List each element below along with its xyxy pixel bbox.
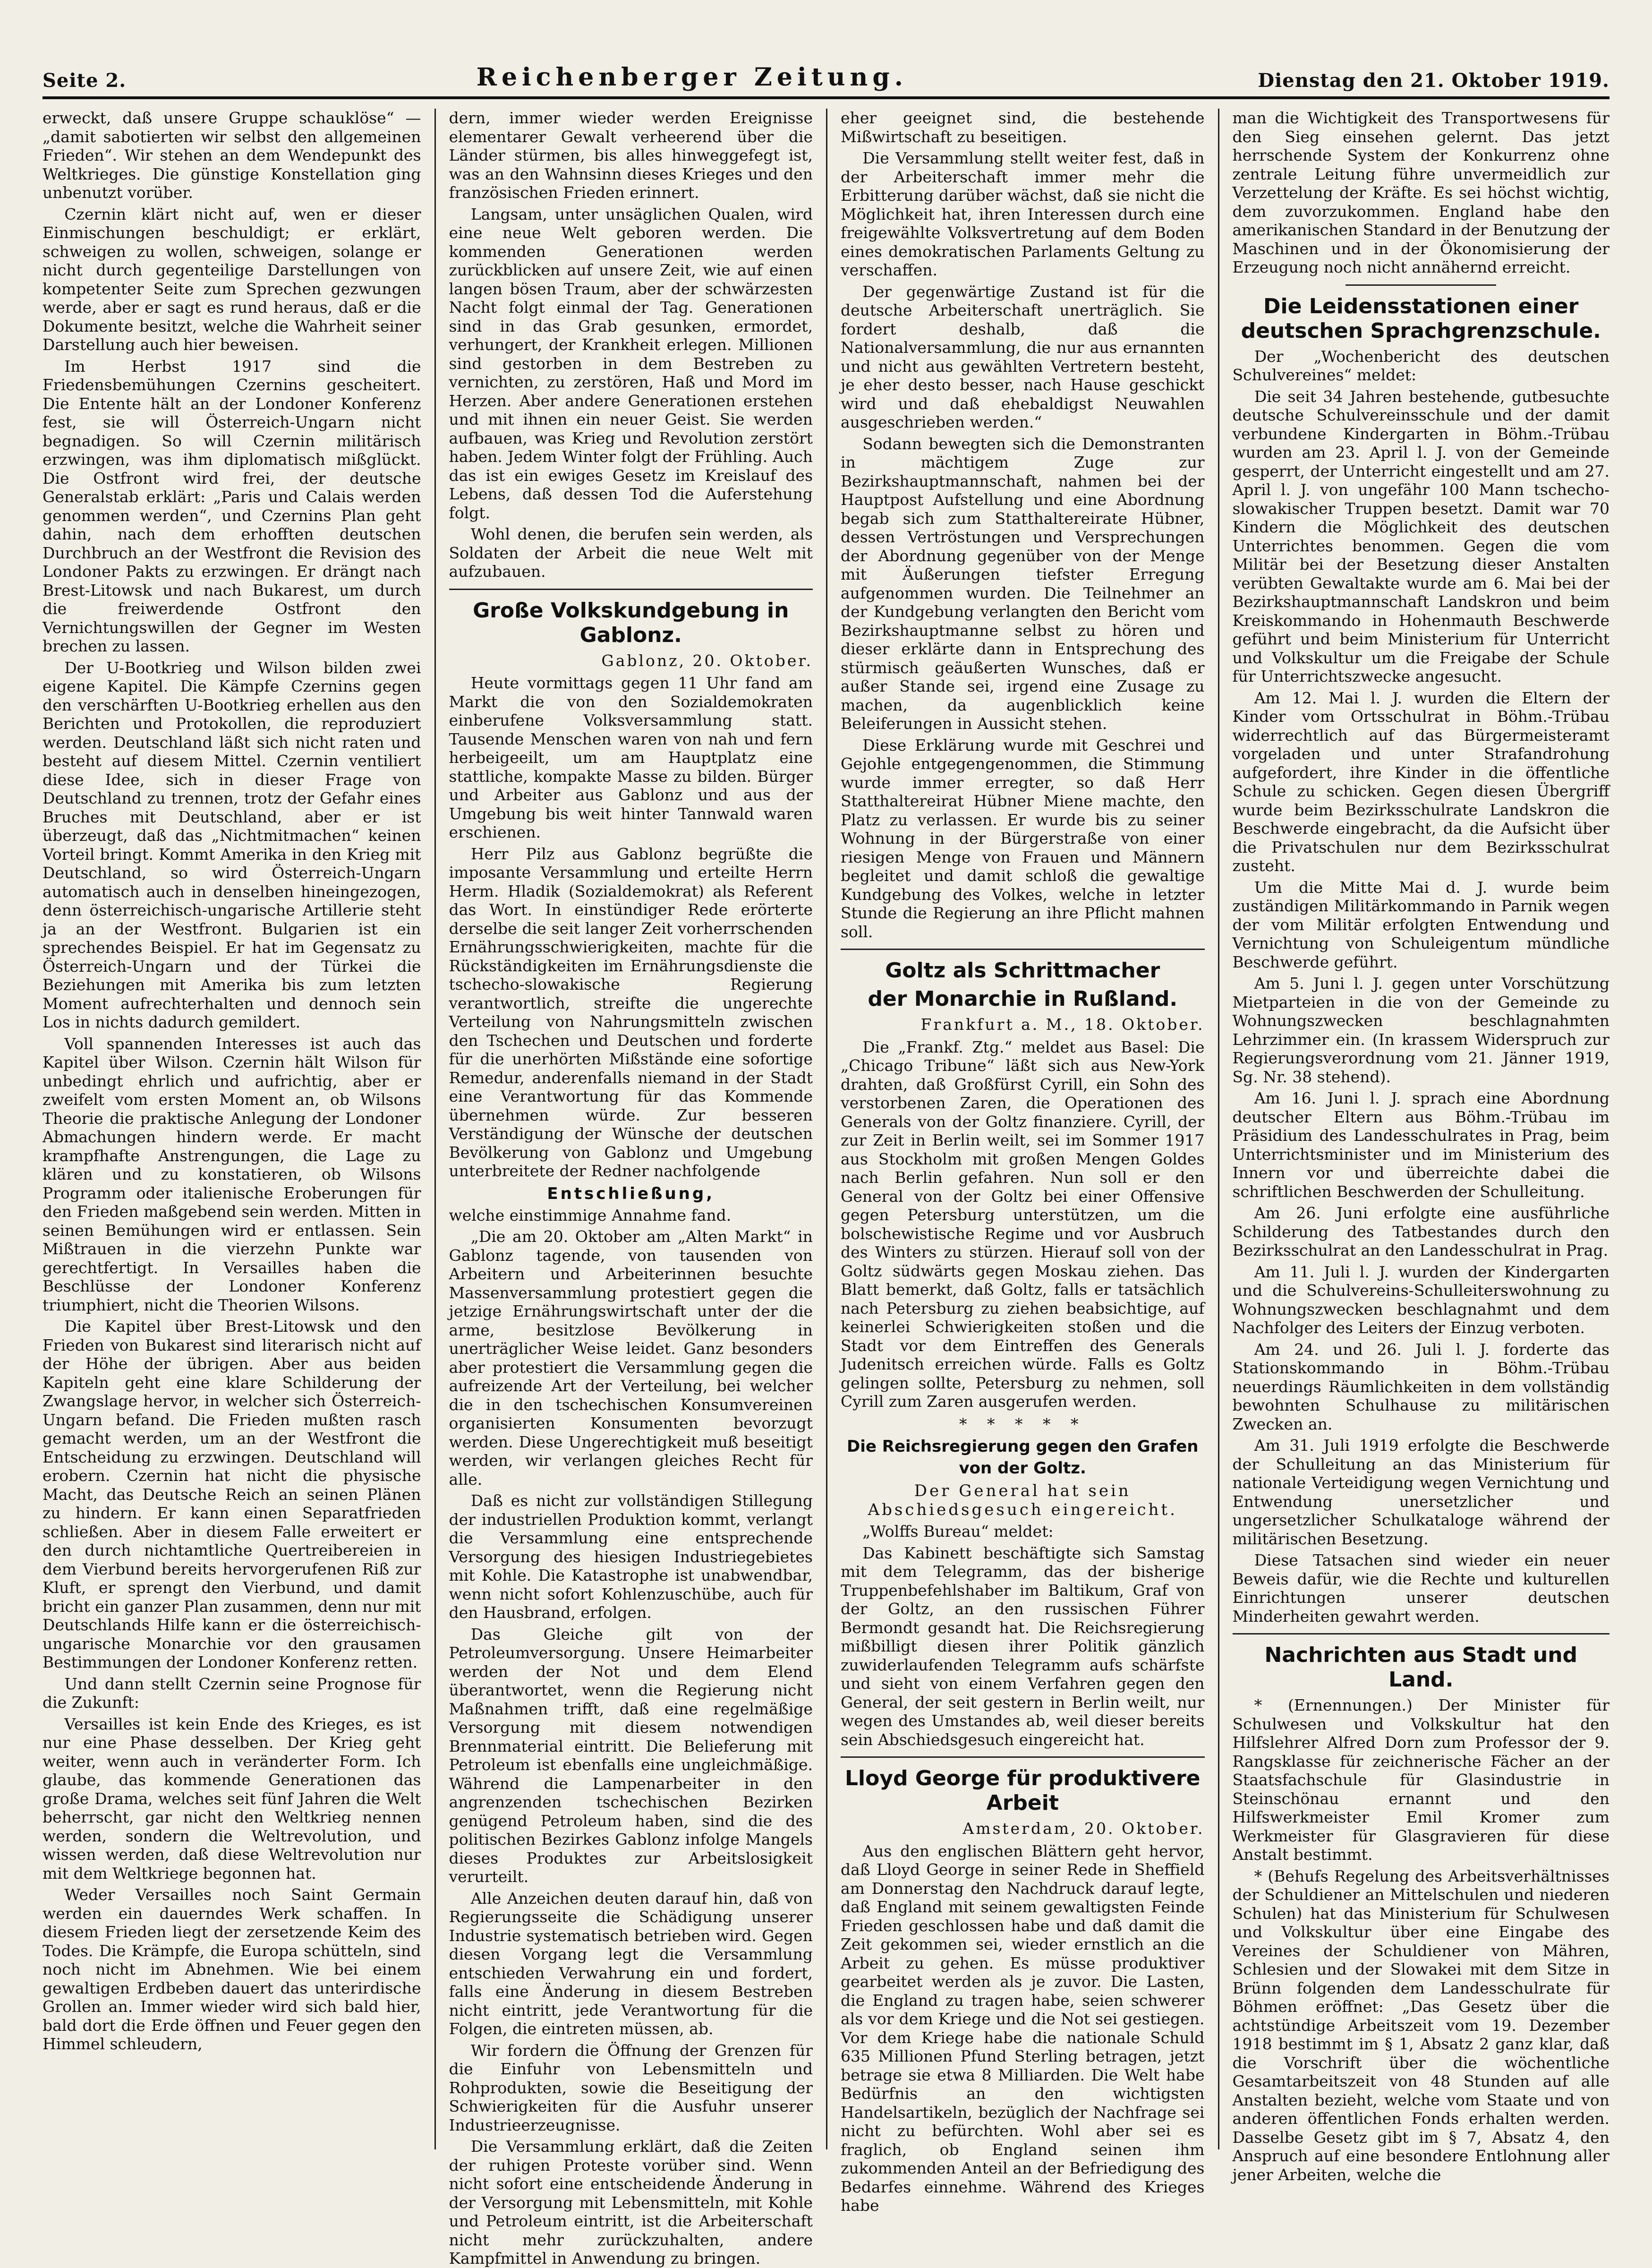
paragraph: Weder Versailles noch Saint Germain werden ein dauerndes Werk schaffen. In diesem Frieden liegt der zersetzende Keim des Todes. Die Krämpfe, die Europa schütteln, sind noch nicht im Abnehmen. Wie bei einem gewaltigen Erdbeben dauert das unterirdische Grollen an. Immer wieder wird sich bald hier, bald dort die Erde öffnen und Feuer gegen den Himmel schleudern, <box>43 1885 421 2053</box>
paragraph: Wir fordern die Öffnung der Grenzen für die Einfuhr von Lebensmitteln und Rohprodukten, sowie die Beseitigung der Schwierigkeiten für die Ausfuhr unserer Industrieerzeugnisse. <box>449 2041 813 2134</box>
column-3 <box>826 109 1218 2215</box>
paragraph: Und dann stellt Czernin seine Prognose für die Zukunft: <box>43 1674 421 1712</box>
paragraph: Am 31. Juli 1919 erfolgte die Beschwerde der Schulleitung an das Ministerium für nationale Verteidigung wegen Vernichtung und Entwendung unersetzlicher und ungersetzlicher Schulkataloge während der militärischen Besetzung. <box>1232 1436 1609 1548</box>
paragraph: dern, immer wieder werden Ereignisse elementarer Gewalt verheerend über die Länder stürmen, bis alles hinweggefegt ist, was an den Wahnsinn dieses Krieges und den französischen Frieden erinnert. <box>449 109 813 202</box>
subheading-reichsregierung-1: Die Reichsregierung gegen den Grafen <box>847 1437 1199 1456</box>
paragraph: Diese Tatsachen sind wieder ein neuer Beweis dafür, wie die Rechte und kulturellen Einrichtungen unserer deutschen Minderheiten gewahrt werden. <box>1232 1551 1609 1626</box>
paragraph: Langsam, unter unsäglichen Qualen, wird eine neue Welt geboren werden. Die kommenden Generationen werden zurückblicken auf unsere Zeit, wie auf einen langen bösen Traum, aber der schwärzesten Nacht folgt einmal der Tag. Generationen sind in das Grab gesunken, ermordet, verhungert, der Krankheit erlegen. Millionen sind gestorben in dem Bestreben zu vernichten, zu zerstören, Haß und Mord im Herzen. Aber andere Generationen erstehen und mit ihnen ein neuer Geist. Sie werden aufbauen, was Krieg und Revolution zerstört haben. Jedem Winter folgt der Frühling. Auch das ist ein ewiges Gesetz im Kreislauf des Lebens, daß dessen Tod die Auferstehung folgt. <box>449 205 813 522</box>
paragraph: Die Versammlung erklärt, daß die Zeiten der ruhigen Proteste vorüber sind. Wenn nicht sofort eine entscheidende Änderung in der Versorgung mit Lebensmitteln, mit Kohle und Petroleum eintritt, ist die Arbeiterschaft nicht mehr zurückzuhalten, andere Kampfmittel in Anwendung zu bringen. <box>449 2137 813 2268</box>
subheading-abschied: Der General hat sein Abschiedsgesuch eingereicht. <box>868 1481 1177 1519</box>
paragraph: man die Wichtigkeit des Transportwesens für den Sieg einsehen gelernt. Das jetzt herrschende System der Konkurrenz ohne zentrale Leitung führe unvermeidlich zur Verzettelung der Kräfte. Es sei höchst wichtig, dem zuvorzukommen. England habe den amerikanischen Standard in der Benutzung der Maschinen und in der Ökonomisierung der Erzeugung noch nicht annähernd erreicht. <box>1232 109 1609 276</box>
paragraph: Die Kapitel über Brest-Litowsk und den Frieden von Bukarest sind literarisch nicht auf der Höhe der übrigen. Aber aus beiden Kapiteln geht eine klare Schilderung der Zwangslage hervor, in welcher sich Österreich-Ungarn befand. Die Frieden mußten rasch gemacht werden, um an der Westfront die Entscheidung zu erzwingen. Deutschland will erobern. Czernin hat nicht die physische Macht, das Deutsche Reich an seinen Plänen zu hindern. Er kann einen Separatfrieden schließen. Aber in diesem Falle erweitert er den durch nichtamtliche Quertreibereien in dem Vierbund bereits hervorgerufenen Riß zur Kluft, er sprengt den Vierbund, und damit bricht ein ganzer Plan zusammen, denn nur mit Deutschlands Hilfe kann er die österreichisch-ungarische Monarchie vor den grausamen Bestimmungen der Londoner Konferenz retten. <box>43 1317 421 1671</box>
paragraph: Die Versammlung stellt weiter fest, daß in der Arbeiterschaft immer mehr die Erbitterung darüber wächst, daß sie nicht die Möglichkeit hat, ihren Interessen durch eine freigewählte Volksvertretung auf dem Boden eines demokratischen Parlaments Geltung zu verschaffen. <box>841 149 1205 279</box>
paragraph: erweckt, daß unsere Gruppe schauklöse“ — „damit sabotierten wir selbst den allgemeinen Frieden“. Wir stehen an dem Wendepunkt des Weltkrieges. Die günstige Konstellation ging unbenutzt vorüber. <box>43 109 421 202</box>
paragraph: Die „Frankf. Ztg.“ meldet aus Basel: Die „Chicago Tribune“ läßt sich aus New-York drahten, daß Großfürst Cyrill, ein Sohn des verstorbenen Zaren, die Operationen des Generals von der Goltz finanziere. Cyrill, der zur Zeit in Berlin weilt, sei im Sommer 1917 aus Stockholm mit großen Mengen Goldes nach Berlin gefahren. Nun soll er den General von der Goltz bei einer Offensive gegen Petersburg unterstützen, um die bolschewistische Regime und vor Ausbruch des Winters zu stürzen. Hierauf soll von der Goltz südwärts gegen Moskau ziehen. Das Blatt bemerkt, daß Goltz, falls er tatsächlich nach Petersburg zu ziehen beabsichtige, auf keinerlei Schwierigkeiten stoßen und die Stadt vor dem Eintreffen des Generals Judenitsch erreichen würde. Falls es Goltz gelingen sollte, Petersburg zu nehmen, soll Cyrill zum Zaren ausgerufen werden. <box>841 1037 1205 1411</box>
subheading-resolution: Entschließung, <box>547 1184 715 1203</box>
paragraph: Am 16. Juni l. J. sprach eine Abordnung deutscher Eltern aus Böhm.-Trübau im Präsidium des Landesschulrates in Prag, beim Unterrichtsminister und im Ministerium des Innern vor und überreichte dabei die schriftlichen Beschwerden der Schulleitung. <box>1232 1089 1609 1201</box>
paragraph: „Die am 20. Oktober am „Alten Markt“ in Gablonz tagende, von tausenden von Arbeitern und Arbeiterinnen besuchte Massenversammlung protestiert gegen die jetzige Ernährungswirtschaft unter der die arme, besitzlose Bevölkerung in unerträglicher Weise leidet. Ganz besonders aber protestiert die Versammlung gegen die aufreizende Art der Verteilung, bei welcher die in den tschechischen Konsumvereinen organisierten Konsumenten bevorzugt werden. Diese Ungerechtigkeit muß beseitigt werden, wir verlangen gleiches Recht für alle. <box>449 1227 813 1489</box>
headline-goltz-2: der Monarchie in Rußland. <box>868 987 1178 1011</box>
paragraph: * (Behufs Regelung des Arbeitsverhältnisses der Schuldiener an Mittelschulen und niederen Schulen) hat das Ministerium für Schulwesen und Volkskultur über eine Eingabe des Vereines der Schuldiener von Mähren, Schlesien und der Slowakei mit dem Sitze in Brünn folgenden dem Landesschulrate für Böhmen eröffnet: „Das Gesetz über die achtstündige Arbeitszeit vom 19. Dezember 1918 bestimmt im § 1, Absatz 2 ganz klar, daß die Vorschrift über die wöchentliche Gesamtarbeitszeit von 48 Stunden auf alle Anstalten bezieht, welche vom Staate und von anderen öffentlichen Fonds erhalten werden. Dasselbe Gesetz gibt im § 7, Absatz 4, den Anspruch auf eine besondere Entlohnung aller jener Arbeiten, welche die <box>1232 1866 1609 2184</box>
headline-sprachgrenzschule: Die Leidensstationen einer deutschen Sprachgrenzschule. <box>1241 294 1601 343</box>
divider <box>1345 284 1496 286</box>
paragraph: Das Gleiche gilt von der Petroleumversorgung. Unsere Heimarbeiter werden der Not und dem Elend überantwortet, wenn die Regierung nicht Maßnahmen trifft, daß eine regelmäßige Versorgung mit diesem notwendigen Brennmaterial eintritt. Die Belieferung mit Petroleum ist ebenfalls eine ungleichmäßige. Während die Lampenarbeiter in den angrenzenden tschechischen Bezirken genügend Petroleum haben, sind die des politischen Bezirkes Gablonz infolge Mangels dieses Produktes zur Arbeitslosigkeit verurteilt. <box>449 1625 813 1886</box>
page-number: Seite 2. <box>43 69 127 92</box>
headline-nachrichten: Nachrichten aus Stadt und Land. <box>1264 1643 1578 1692</box>
section-stars: * * * * * <box>959 1414 1086 1433</box>
paragraph: welche einstimmige Annahme fand. <box>449 1206 732 1224</box>
divider <box>841 1756 1205 1758</box>
paragraph: Am 12. Mai l. J. wurden die Eltern der Kinder vom Ortsschulrat in Böhm.-Trübau widerrechtlich auf das Bürgermeisteramt vorgeladen und unter Strafandrohung aufgefordert, ihre Kinder in die öffentliche Schule zu schicken. Gegen diesen Übergriff wurde beim Bezirksschulrate Landskron die Beschwerde eingebracht, da die Aufsicht über die Privatschulen nur dem Bezirksschulrat zusteht. <box>1232 688 1609 875</box>
paragraph: Sodann bewegten sich die Demonstranten in mächtigem Zuge zur Bezirkshauptmannschaft, nahmen bei der Hauptpost Aufstellung und eine Abordnung begab sich zum Statthaltereirate Hübner, dessen Vertröstungen und Versprechungen der Abordnung gegenüber von der Menge mit Äußerungen tiefster Erregung aufgenommen wurden. Die Teilnehmer an der Kundgebung verlangten den Bericht vom Bezirkshauptmanne selbst zu hören und dieser erklärte dann in Entsprechung des stürmisch geäußerten Wunsches, daß er außer Stande sei, irgend eine Zusage zu machen, da augenblicklich keine Beleiferungen in Aussicht stehen. <box>841 434 1205 733</box>
paragraph: Am 24. und 26. Juli l. J. forderte das Stationskommando in Böhm.-Trübau neuerdings Räumlichkeiten in dem vollständig bewohnten Schulhause zu militärischen Zwecken an. <box>1232 1340 1609 1433</box>
paragraph: Am 26. Juni erfolgte eine ausführliche Schilderung des Tatbestandes durch den Bezirksschulrat an den Landesschulrat in Prag. <box>1232 1204 1609 1259</box>
paragraph: eher geeignet sind, die bestehende Mißwirtschaft zu beseitigen. <box>841 109 1205 146</box>
column-2 <box>434 109 826 2268</box>
paragraph: Wohl denen, die berufen sein werden, als Soldaten der Arbeit die neue Welt mit aufzubauen. <box>449 525 813 581</box>
paragraph: Der gegenwärtige Zustand ist für die deutsche Arbeiterschaft unerträglich. Sie fordert deshalb, daß die Nationalversammlung, die nur aus ernannten und nicht aus gewählten Vertretern besteht, je eher desto besser, nach Hause geschickt wird und daß ehebaldigst Neuwahlen ausgeschrieben werden.“ <box>841 282 1205 431</box>
page-header <box>43 57 1609 99</box>
dateline: Frankfurt a. M., 18. Oktober. <box>920 1015 1205 1034</box>
paragraph: Alle Anzeichen deuten darauf hin, daß von Regierungsseite die Schädigung unserer Industrie systematisch betrieben wird. Gegen diesen Vorgang legt die Versammlung entschieden Verwahrung ein und fordert, falls eine Änderung in diesem Bestreben nicht eintritt, jede Verantwortung für die Folgen, die eintreten müssen, ab. <box>449 1889 813 2038</box>
dateline: Gablonz, 20. Oktober. <box>601 651 813 670</box>
paragraph: Heute vormittags gegen 11 Uhr fand am Markt die von den Sozialdemokraten einberufene Volksversammlung statt. Tausende Menschen waren von nah und fern herbeigeeilt, um am Hauptplatz eine stattliche, kompakte Masse zu bilden. Bürger und Arbeiter aus Gablonz und aus der Umgebung bis weit hinter Tannwald waren erschienen. <box>449 674 813 841</box>
article-columns <box>43 109 1609 2268</box>
newspaper-title: Reichenberger Zeitung. <box>476 63 908 92</box>
newspaper-page <box>43 57 1609 2268</box>
paragraph: Herr Pilz aus Gablonz begrüßte die imposante Versammlung und erteilte Herrn Herm. Hladik (Sozialdemokrat) als Referent das Wort. In einstündiger Rede erörterte derselbe die seit langer Zeit vorherrschenden Ernährungsschwierigkeiten, machte für die Rückständigkeiten im Ernährungsdienste die tschecho-slowakische Regierung verantwortlich, streifte die ungerechte Verteilung von Nahrungsmitteln zwischen den Tschechen und Deutschen und forderte für die unerhörten Mißstände eine sofortige Remedur, anderenfalls niemand in der Stadt eine Verantwortung für das Kommende übernehmen würde. Zur besseren Verständigung der Wünsche der deutschen Bevölkerung von Gablonz und Umgebung unterbreitete der Redner nachfolgende <box>449 844 813 1180</box>
paragraph: Daß es nicht zur vollständigen Stillegung der industriellen Produktion kommt, verlangt die Versammlung eine entsprechende Versorgung des hiesigen Industriegebietes mit Kohle. Die Katastrophe ist unabwendbar, wenn nicht sofort Kohlenzuschübe, auch für den Hausbrand, erfolgen. <box>449 1491 813 1622</box>
paragraph: Das Kabinett beschäftigte sich Samstag mit dem Telegramm, das der bisherige Truppenbefehlshaber im Baltikum, Graf von der Goltz, an den russischen Führer Bermondt gesandt hat. Die Reichsregierung mißbilligt diesen ihrer Politik gänzlich zuwiderlaufenden Telegramm aufs schärfste und sieht von einem Verfahren gegen den General, der seit gestern in Berlin weilt, nur wegen des Umstandes ab, weil dieser bereits sein Abschiedsgesuch eingereicht hat. <box>841 1543 1205 1749</box>
paragraph: Am 5. Juni l. J. gegen unter Vorschützung Mietparteien in die von der Gemeinde zu Wohnungszwecken beschlagnahmten Lehrzimmer ein. (In krassem Widerspruch zur Regierungsverordnung vom 21. Jänner 1919, Sg. Nr. 38 stehend). <box>1232 974 1609 1086</box>
paragraph: Der „Wochenbericht des deutschen Schulvereines“ meldet: <box>1232 347 1609 384</box>
headline-goltz-1: Goltz als Schrittmacher <box>885 959 1160 983</box>
divider <box>841 949 1205 950</box>
paragraph: „Wolffs Bureau“ meldet: <box>862 1522 1054 1541</box>
column-4 <box>1218 109 1610 2184</box>
paragraph: * (Ernennungen.) Der Minister für Schulwesen und Volkskultur hat den Hilfslehrer Alfred Dorn zum Professor der 9. Rangsklasse für zeichnerische Fächer an der Staatsfachschule für Glasindustrie in Steinschönau ernannt und den Hilfswerkmeister Emil Kromer zum Werkmeister für Glasgravieren für diese Anstalt bestimmt. <box>1232 1696 1609 1864</box>
column-1 <box>43 109 434 2149</box>
subheading-reichsregierung-2: von der Goltz. <box>959 1459 1086 1478</box>
divider <box>449 589 813 590</box>
paragraph: Im Herbst 1917 sind die Friedensbemühungen Czernins gescheitert. Die Entente hält an der Londoner Konferenz fest, sie will Österreich-Ungarn nicht begnadigen. So will Czernin militärisch erzwingen, was ihm diplomatisch mißglückt. Die Ostfront wird frei, der deutsche Generalstab erklärt: „Paris und Calais werden genommen werden“, und Czernins Plan geht dahin, nach dem erhofften deutschen Durchbruch an der Westfront die Revision des Londoner Pakts zu erzwingen. Er drängt nach Brest-Litowsk und nach Bukarest, um durch die freiwerdende Ostfront den Vernichtungswillen der Gegner im Westen brechen zu lassen. <box>43 357 421 655</box>
issue-date: Dienstag den 21. Oktober 1919. <box>1258 69 1609 92</box>
divider <box>1233 1633 1610 1635</box>
paragraph: Am 11. Juli l. J. wurden der Kindergarten und die Schulvereins-Schulleiterswohnung zu Wohnungszwecken beschlagnahmt und dem Nachfolger des Leiters der Einzug verboten. <box>1232 1262 1609 1337</box>
paragraph: Czernin klärt nicht auf, wen er dieser Einmischungen beschuldigt; er erklärt, schweigen zu wollen, schweigen, solange er nicht durch gegenteilige Darstellungen von kompetenter Seite zum Sprechen gezwungen werde, aber er sagt es rund heraus, daß er die Dokumente besitzt, welche die Wahrheit seiner Darstellung auch hier beweisen. <box>43 205 421 354</box>
headline-lloyd-george: Lloyd George für produktivere Arbeit <box>844 1766 1201 1815</box>
paragraph: Der U-Bootkrieg und Wilson bilden zwei eigene Kapitel. Die Kämpfe Czernins gegen den verschärften U-Bootkrieg erhellen aus den Berichten und Protokollen, die reproduziert werden. Deutschland läßt sich nicht raten und besteht auf diesem Mittel. Czernin ventiliert diese Idee, sich in dieser Frage von Deutschland zu trennen, trotz der Gefahr eines Bruches mit Deutschland, aber er ist überzeugt, daß das „Nichtmitmachen“ keinen Vorteil bringt. Kommt Amerika in den Krieg mit Deutschland, so wird Österreich-Ungarn automatisch auch in denselben hineingezogen, denn österreichisch-ungarische Artillerie steht ja an der Westfront. Bulgarien ist ein sprechendes Beispiel. Er hat im Gegensatz zu Österreich-Ungarn und der Türkei die Beziehungen mit Amerika bis zum letzten Moment aufrechterhalten und dennoch sein Los in nichts dadurch gemildert. <box>43 658 421 1031</box>
paragraph: Voll spannenden Interesses ist auch das Kapitel über Wilson. Czernin hält Wilson für unbedingt ehrlich und aufrichtig, aber er zweifelt vom ersten Moment an, ob Wilsons Theorie die praktische Anlegung der Londoner Abmachungen hindern werde. Er macht krampfhafte Anstrengungen, die Lage zu klären und zu konstatieren, ob Wilsons Programm oder italienische Eroberungen für den Frieden maßgebend sein werden. Mitten in seinen Bemühungen wird er entlassen. Sein Mißtrauen in die vierzehn Punkte war gerechtfertigt. In Versailles haben die Beschlüsse der Londoner Konferenz triumphiert, nicht die Theorien Wilsons. <box>43 1034 421 1314</box>
paragraph: Versailles ist kein Ende des Krieges, es ist nur eine Phase desselben. Der Krieg geht weiter, wenn auch in veränderter Form. Ich glaube, das kommende Generationen das große Drama, welches seit fünf Jahren die Welt beherrscht, gar nicht den Weltkrieg nennen werden, sondern die Weltrevolution, und wissen werden, daß diese Weltrevolution nur mit dem Weltkriege begonnen hat. <box>43 1714 421 1883</box>
paragraph: Die seit 34 Jahren bestehende, gutbesuchte deutsche Schulvereinsschule und der damit verbundene Kindergarten in Böhm.-Trübau wurden am 23. April l. J. von der Gemeinde gesperrt, der Unterricht eingestellt und am 27. April l. J. von ungefähr 100 Mann tschecho-slowakischer Truppen besetzt. Damit war 70 Kindern die Möglichkeit des deutschen Unterrichtes benommen. Gegen die vom Militär bei der Besetzung dieser Anstalten verübten Gewaltakte wurde am 6. Mai bei der Bezirkshauptmannschaft Landskron und beim Kreiskommando in Hohenmauth Beschwerde geführt und beim Ministerium für Unterricht und Volkskultur um die Freigabe der Schule für Unterrichtszwecke angesucht. <box>1232 387 1609 685</box>
paragraph: Diese Erklärung wurde mit Geschrei und Gejohle entgegengenommen, die Stimmung wurde immer erregter, so daß Herr Statthaltereirat Hübner Miene machte, den Platz zu verlassen. Er wurde bis zu seiner Wohnung in der Bürgerstraße von einer riesigen Menge von Frauen und Männern begleitet und damit schloß die gewaltige Kundgebung des Volkes, welche in letzter Stunde die Regierung an ihre Pflicht mahnen soll. <box>841 736 1205 941</box>
paragraph: Um die Mitte Mai d. J. wurde beim zuständigen Militärkommando in Parnik wegen der vom Militär erfolgten Entwendung und Vernichtung von Schuleigentum mündliche Beschwerde geführt. <box>1232 878 1609 971</box>
paragraph: Aus den englischen Blättern geht hervor, daß Lloyd George in seiner Rede in Sheffield am Donnerstag den Nachdruck darauf legte, daß England mit seinem gewaltigsten Feinde Frieden geschlossen habe und daß damit die Zeit gekommen sei, wieder ernstlich an die Arbeit zu gehen. Es müsse produktiver gearbeitet werden als je zuvor. Die Lasten, die England zu tragen habe, seien schwerer als vor dem Kriege und die Not sei gestiegen. Vor dem Kriege habe die nationale Schuld 635 Millionen Pfund Sterling betragen, jetzt betrage sie etwa 8 Milliarden. Die Welt habe Bedürfnis an den wichtigsten Handelsartikeln, bezüglich der Nachfrage sei nicht zu befürchten. Wohl aber sei es fraglich, ob England seinen ihm zukommenden Anteil an der Befriedigung des Bedarfes einnehme. Während des Krieges habe <box>841 1841 1205 2215</box>
dateline: Amsterdam, 20. Oktober. <box>962 1819 1205 1838</box>
headline-gablonz: Große Volkskundgebung in Gablonz. <box>473 598 789 647</box>
